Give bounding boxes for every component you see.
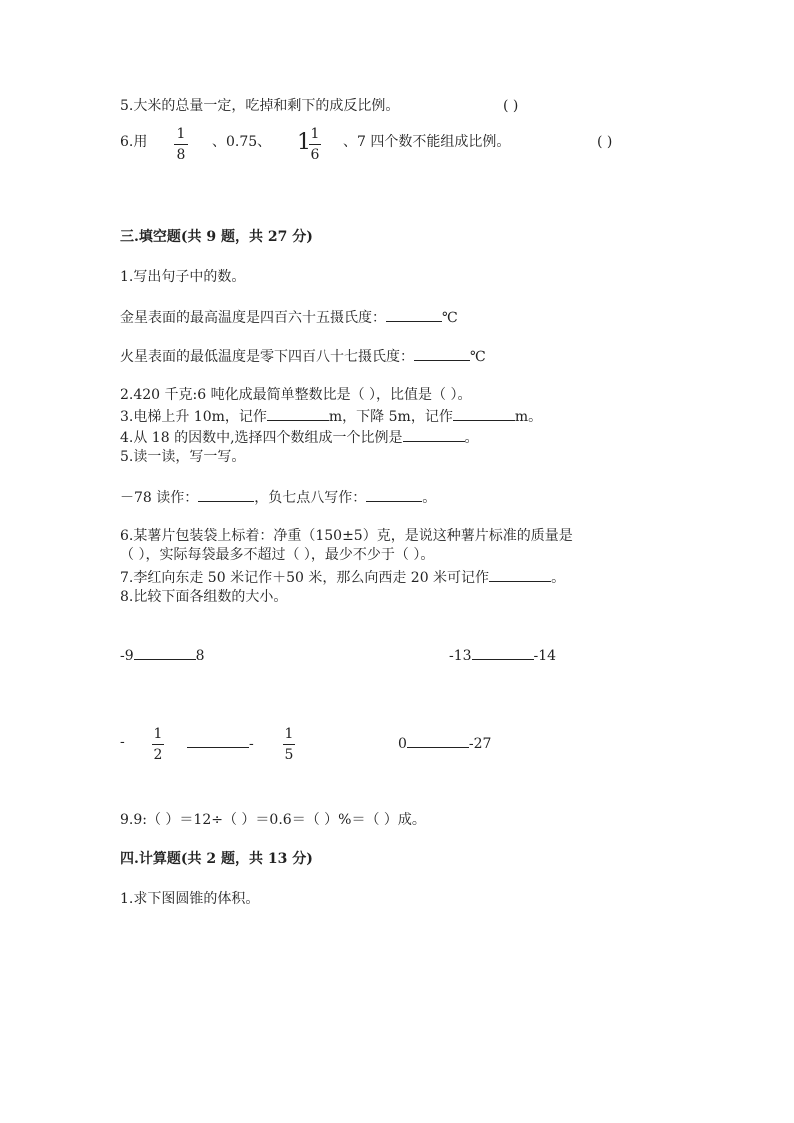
fraction-1-2 <box>152 726 164 763</box>
question-2-6-mid: 、0.75、 <box>212 134 272 150</box>
fraction-bar <box>283 744 295 745</box>
answer-blank[interactable] <box>366 487 422 502</box>
answer-paren: ( ) <box>597 134 613 150</box>
fraction-numerator: 1 <box>284 726 294 742</box>
fraction-numerator: 1 <box>153 726 163 742</box>
question-4-1: 1.求下图圆锥的体积。 <box>120 891 260 907</box>
fraction-bar <box>309 144 321 145</box>
answer-paren: ( ) <box>503 98 519 114</box>
comparison-blank[interactable] <box>472 645 534 660</box>
question-3-6-line2: （ ），实际每袋最多不超过（ ），最少不少于（ ）。 <box>120 547 435 563</box>
question-text: －78 读作： <box>120 490 199 506</box>
comparison-blank[interactable] <box>187 733 249 748</box>
question-3-5a <box>120 487 436 507</box>
fraction-numerator: 1 <box>310 126 320 142</box>
answer-blank[interactable] <box>403 427 465 442</box>
question-3-1a <box>120 307 458 327</box>
comparison-3-sign-left: - <box>120 734 125 750</box>
question-3-2: 2.420 千克:6 吨化成最简单整数比是（ ），比值是（ ）。 <box>120 387 472 403</box>
unit-celsius: ℃ <box>470 349 486 365</box>
comparison-3-sign-right: - <box>249 736 254 752</box>
comparison-right: -27 <box>468 736 492 752</box>
comparison-blank[interactable] <box>407 733 469 748</box>
comparison-right: -14 <box>533 648 557 664</box>
answer-blank[interactable] <box>453 406 515 421</box>
question-text: ，负七点八写作： <box>254 490 367 506</box>
fraction-1-8 <box>174 126 188 163</box>
question-text: 。 <box>464 430 479 446</box>
question-3-3 <box>120 406 542 426</box>
fraction-numerator: 1 <box>176 126 186 142</box>
comparison-blank[interactable] <box>134 645 196 660</box>
question-text: 7.李红向东走 50 米记作＋50 米，那么向西走 20 米可记作 <box>120 570 490 586</box>
fraction-bar <box>152 744 164 745</box>
comparison-4 <box>398 733 491 753</box>
question-3-9: 9.9:（ ）＝12÷（ ）＝0.6＝（ ）%＝（ ）成。 <box>120 812 426 828</box>
question-3-4 <box>120 427 479 447</box>
question-3-7 <box>120 567 565 587</box>
unit-celsius: ℃ <box>442 310 458 326</box>
question-3-1b <box>120 346 486 366</box>
answer-blank[interactable] <box>198 487 254 502</box>
question-3-1: 1.写出句子中的数。 <box>120 269 246 285</box>
question-3-5: 5.读一读，写一写。 <box>120 449 246 465</box>
question-3-6-line1: 6.某薯片包装袋上标着：净重（150±5）克，是说这种薯片标准的质量是 <box>120 528 573 544</box>
question-2-5 <box>120 97 399 115</box>
fraction-denominator: 5 <box>284 747 294 763</box>
question-text: 。 <box>551 570 566 586</box>
fraction-denominator: 8 <box>176 147 186 163</box>
fraction-1-6 <box>309 126 321 163</box>
question-text: 火星表面的最低温度是零下四百八十七摄氏度： <box>120 349 414 365</box>
answer-blank[interactable] <box>386 307 442 322</box>
section-heading-3: 三.填空题(共 9 题，共 27 分) <box>120 229 313 245</box>
question-text: 5.大米的总量一定，吃掉和剩下的成反比例。 <box>120 98 400 114</box>
comparison-2 <box>449 645 556 665</box>
question-text: m，下降 5m，记作 <box>328 409 453 425</box>
comparison-1 <box>120 645 205 665</box>
comparison-3-blank-group <box>187 733 254 753</box>
fraction-bar <box>174 144 188 145</box>
comparison-left: -9 <box>120 648 134 664</box>
fraction-denominator: 2 <box>153 747 163 763</box>
section-heading-4: 四.计算题(共 2 题，共 13 分) <box>120 851 313 867</box>
comparison-right: 8 <box>195 648 205 664</box>
question-text: 。 <box>422 490 437 506</box>
fraction-denominator: 6 <box>310 147 320 163</box>
mixed-number-whole: 1 <box>297 130 311 155</box>
answer-blank[interactable] <box>267 406 329 421</box>
question-text: 4.从 18 的因数中,选择四个数组成一个比例是 <box>120 430 403 446</box>
answer-blank[interactable] <box>414 346 470 361</box>
comparison-left: 0 <box>398 736 407 752</box>
fraction-1-5 <box>283 726 295 763</box>
question-2-6-prefix: 6.用 <box>120 134 148 150</box>
question-text: 3.电梯上升 10m，记作 <box>120 409 267 425</box>
question-3-8: 8.比较下面各组数的大小。 <box>120 589 288 605</box>
question-text: m。 <box>514 409 543 425</box>
comparison-left: -13 <box>449 648 472 664</box>
question-text: 金星表面的最高温度是四百六十五摄氏度： <box>120 310 386 326</box>
question-2-6-suffix: 、7 四个数不能组成比例。 <box>343 134 511 150</box>
answer-blank[interactable] <box>489 567 551 582</box>
